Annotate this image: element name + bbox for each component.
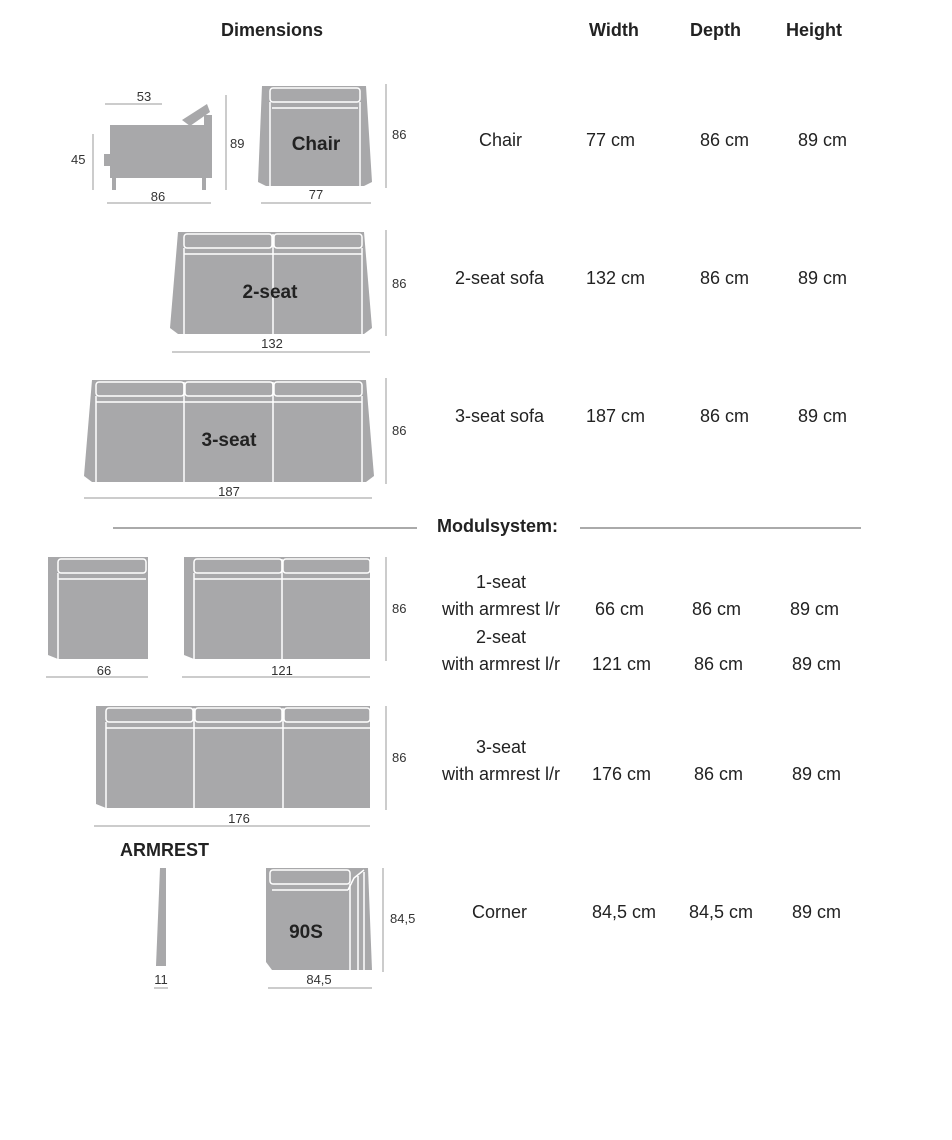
section-divider-left bbox=[113, 527, 417, 529]
corner-width: 84,5 cm bbox=[592, 902, 657, 922]
mod1-name-line2: with armrest l/r bbox=[441, 599, 560, 619]
mod3-height: 89 cm bbox=[792, 764, 842, 784]
row-name-sofa3: 3-seat sofa bbox=[455, 406, 545, 426]
width-header: Width bbox=[589, 20, 639, 40]
chair-side-drawing bbox=[90, 90, 230, 200]
sofa3-label: 3-seat bbox=[201, 430, 257, 451]
mod2-name-line1: 2-seat bbox=[475, 627, 527, 647]
armrest-dim-bottom: 11 bbox=[154, 972, 168, 987]
row-height-sofa3: 89 cm bbox=[798, 406, 848, 426]
mod2-depth: 86 cm bbox=[694, 654, 744, 674]
mod3-dim-bottom: 176 bbox=[228, 811, 250, 826]
corner-depth: 84,5 cm bbox=[689, 902, 754, 922]
height-header: Height bbox=[786, 20, 842, 40]
sofa3-dim-right: 86 bbox=[392, 423, 407, 438]
row-height-sofa2: 89 cm bbox=[798, 268, 848, 288]
corner-name: Corner bbox=[472, 902, 528, 922]
chair-side-dim-left: 45 bbox=[71, 152, 86, 167]
chair-side-dim-bottom: 86 bbox=[150, 189, 166, 204]
mod1-drawing bbox=[46, 555, 156, 680]
mod2-dim-right: 86 bbox=[392, 601, 407, 616]
corner-label: 90S bbox=[289, 922, 323, 943]
chair-side-dim-top: 53 bbox=[136, 89, 152, 104]
section-divider-right bbox=[580, 527, 861, 529]
row-height-chair: 89 cm bbox=[798, 130, 848, 150]
mod1-name-line1: 1-seat bbox=[475, 572, 527, 592]
corner-height: 89 cm bbox=[792, 902, 842, 922]
sofa2-dim-right: 86 bbox=[392, 276, 407, 291]
mod3-dim-right: 86 bbox=[392, 750, 407, 765]
corner-dim-bottom: 84,5 bbox=[306, 972, 332, 987]
mod3-name-line2: with armrest l/r bbox=[441, 764, 560, 784]
sofa3-dim-bottom: 187 bbox=[218, 484, 240, 499]
depth-header: Depth bbox=[690, 20, 741, 40]
dimensions-header: Dimensions bbox=[221, 20, 324, 40]
corner-dim-right: 84,5 bbox=[390, 911, 416, 926]
row-name-chair: Chair bbox=[479, 130, 523, 150]
mod2-dim-bottom: 121 bbox=[271, 663, 293, 678]
row-width-sofa3: 187 cm bbox=[586, 406, 646, 426]
row-width-chair: 77 cm bbox=[586, 130, 636, 150]
row-width-sofa2: 132 cm bbox=[586, 268, 646, 288]
mod2-drawing bbox=[182, 555, 392, 680]
mod1-height: 89 cm bbox=[790, 599, 840, 619]
mod2-name-line2: with armrest l/r bbox=[441, 654, 560, 674]
row-depth-chair: 86 cm bbox=[700, 130, 750, 150]
mod2-height: 89 cm bbox=[792, 654, 842, 674]
chair-side-dim-right: 89 bbox=[230, 136, 245, 151]
modulsystem-title: Modulsystem: bbox=[437, 516, 559, 536]
chair-front-label: Chair bbox=[291, 134, 341, 155]
chair-front-dim-bottom: 77 bbox=[308, 187, 324, 202]
row-name-sofa2: 2-seat sofa bbox=[455, 268, 545, 288]
mod2-width: 121 cm bbox=[592, 654, 652, 674]
mod1-width: 66 cm bbox=[595, 599, 645, 619]
armrest-title: ARMREST bbox=[120, 840, 209, 860]
mod1-dim-bottom: 66 bbox=[96, 663, 112, 678]
mod3-depth: 86 cm bbox=[694, 764, 744, 784]
sofa2-label: 2-seat bbox=[242, 282, 298, 303]
mod3-name-line1: 3-seat bbox=[475, 737, 527, 757]
mod3-width: 176 cm bbox=[592, 764, 652, 784]
sofa2-dim-bottom: 132 bbox=[261, 336, 283, 351]
chair-front-dim-right: 86 bbox=[392, 127, 407, 142]
row-depth-sofa2: 86 cm bbox=[700, 268, 750, 288]
row-depth-sofa3: 86 cm bbox=[700, 406, 750, 426]
mod1-depth: 86 cm bbox=[692, 599, 742, 619]
